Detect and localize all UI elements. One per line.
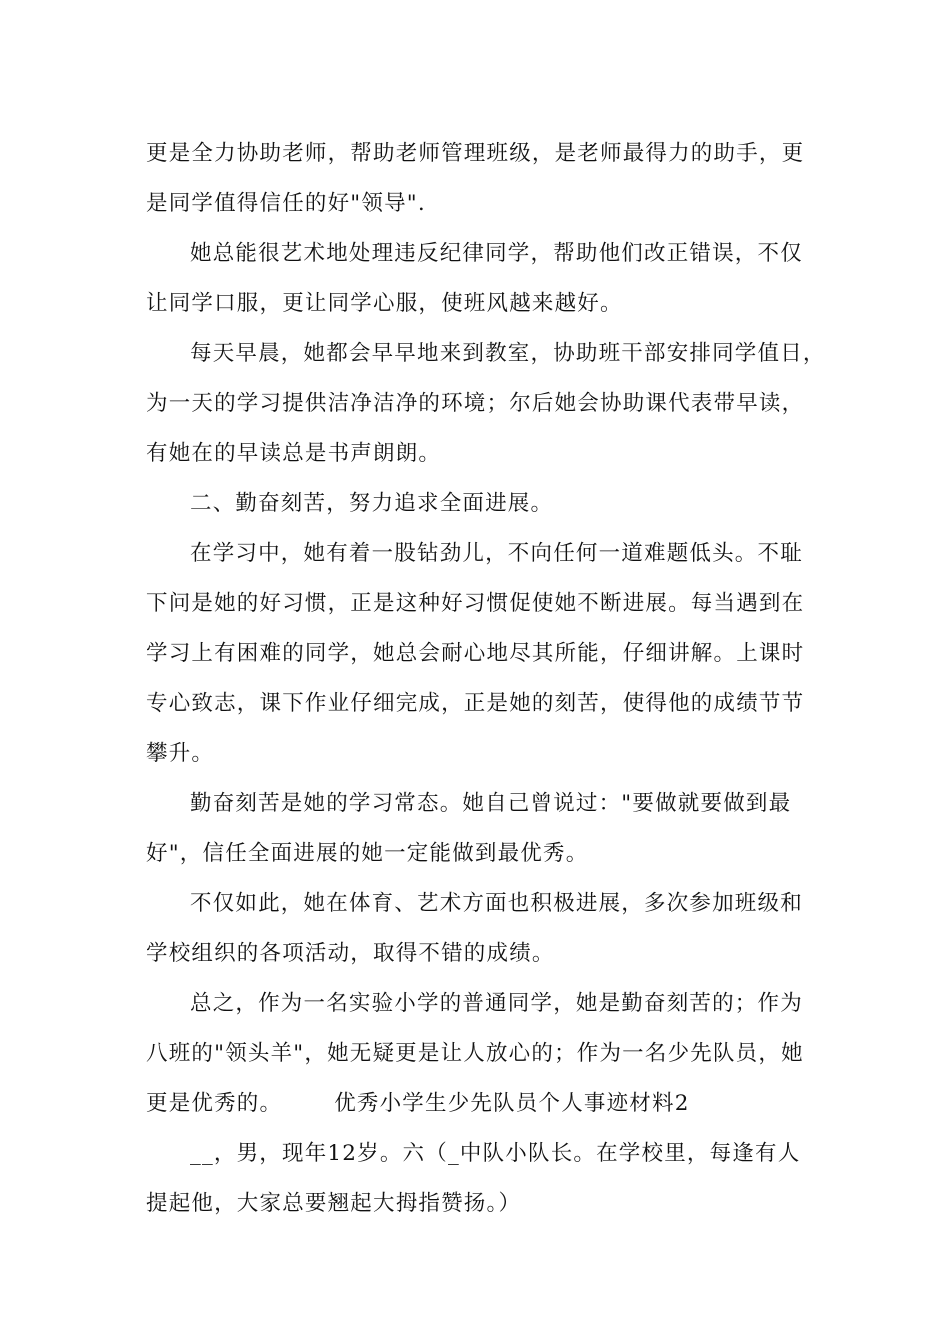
paragraph bbox=[146, 979, 816, 1079]
paragraph bbox=[146, 229, 816, 329]
section-heading bbox=[146, 479, 816, 529]
text-line: 学校组织的各项活动，取得不错的成绩。 bbox=[146, 941, 555, 966]
text-line: 有她在的早读总是书声朗朗。 bbox=[146, 441, 442, 466]
text-line: 攀升。 bbox=[146, 741, 215, 766]
paragraph bbox=[146, 1129, 816, 1229]
document-subtitle: 优秀小学生少先队员个人事迹材料2 bbox=[334, 1091, 690, 1116]
text-line: 二、勤奋刻苦，努力追求全面进展。 bbox=[190, 491, 554, 516]
paragraph bbox=[146, 879, 816, 979]
document-body bbox=[146, 129, 826, 1229]
paragraph-ending: 更是优秀的。 bbox=[146, 1091, 283, 1116]
paragraph bbox=[146, 329, 826, 479]
text-line: 更是全力协助老师，帮助老师管理班级，是老师最得力的助手，更 bbox=[146, 141, 805, 166]
text-line: 提起他，大家总要翘起大拇指赞扬。） bbox=[146, 1191, 522, 1216]
text-line: 好"，信任全面进展的她一定能做到最优秀。 bbox=[146, 841, 589, 866]
text-line: 下问是她的好习惯，正是这种好习惯促使她不断进展。每当遇到在 bbox=[146, 591, 805, 616]
text-line: 学习上有困难的同学，她总会耐心地尽其所能，仔细讲解。上课时 bbox=[146, 641, 805, 666]
text-line: 专心致志，课下作业仔细完成，正是她的刻苦，使得他的成绩节节 bbox=[146, 691, 805, 716]
text-line: 八班的"领头羊"，她无疑更是让人放心的；作为一名少先队员，她 bbox=[146, 1041, 804, 1066]
paragraph bbox=[146, 129, 816, 229]
text-line: 每天早晨，她都会早早地来到教室，协助班干部安排同学值日， bbox=[190, 341, 826, 366]
paragraph bbox=[146, 779, 816, 879]
text-line: __，男，现年12岁。六（_中队小队长。在学校里，每逢有人 bbox=[190, 1141, 801, 1166]
text-line: 为一天的学习提供洁净洁净的环境；尔后她会协助课代表带早读， bbox=[146, 391, 805, 416]
text-line: 是同学值得信任的好"领导". bbox=[146, 191, 426, 216]
text-line bbox=[146, 1079, 816, 1129]
text-line: 勤奋刻苦是她的学习常态。她自己曾说过："要做就要做到最 bbox=[190, 791, 792, 816]
text-line: 在学习中，她有着一股钻劲儿，不向任何一道难题低头。不耻 bbox=[190, 541, 803, 566]
text-line: 总之，作为一名实验小学的普通同学，她是勤奋刻苦的；作为 bbox=[190, 991, 803, 1016]
text-line: 让同学口服，更让同学心服，使班风越来越好。 bbox=[146, 291, 623, 316]
text-line: 她总能很艺术地处理违反纪律同学，帮助他们改正错误，不仅 bbox=[190, 241, 803, 266]
paragraph bbox=[146, 1079, 816, 1129]
paragraph bbox=[146, 529, 816, 779]
text-line: 不仅如此，她在体育、艺术方面也积极进展，多次参加班级和 bbox=[190, 891, 803, 916]
